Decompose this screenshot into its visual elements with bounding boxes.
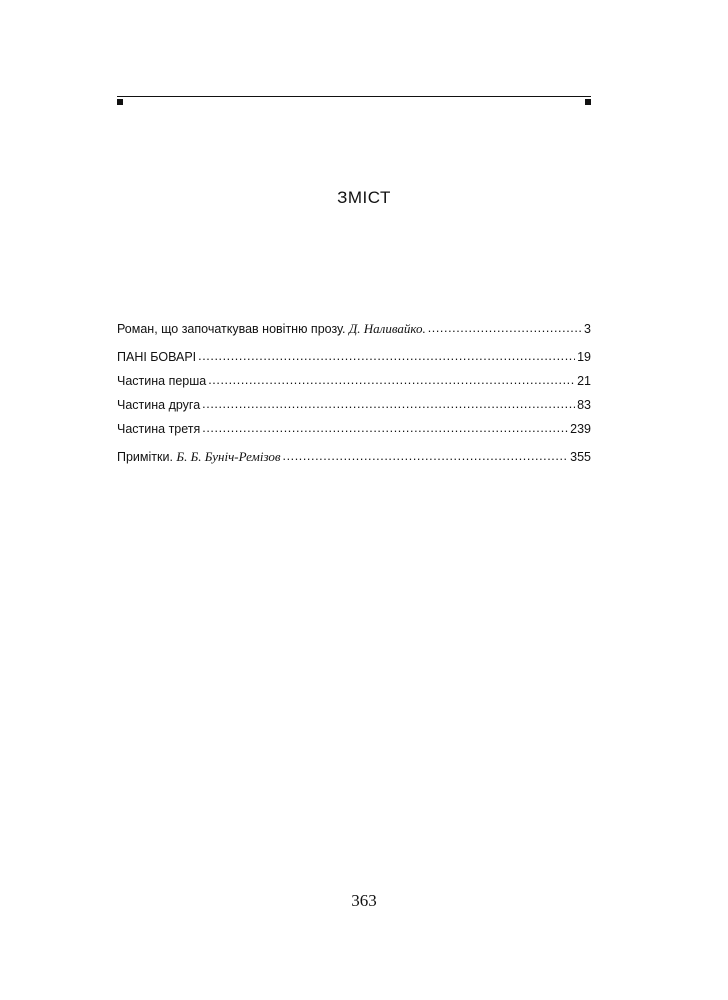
toc-entry-page: 355: [570, 449, 591, 464]
toc-entry-title: Частина третя: [117, 421, 201, 436]
toc-entry-author: Д. Наливайко.: [349, 320, 426, 336]
toc-entry-part-one[interactable]: [117, 372, 591, 390]
header-left-square-icon: [117, 99, 123, 105]
toc-entry-title: [117, 449, 281, 465]
toc-entry-title-text: Роман, що започаткував новітню прозу.: [117, 321, 349, 336]
toc-entry-part-two[interactable]: [117, 396, 591, 414]
toc-entry-author: Б. Б. Буніч-Ремізов: [176, 448, 281, 464]
toc-entry-title: ПАНІ БОВАРІ: [117, 349, 197, 364]
toc-entry-page: 239: [570, 421, 591, 436]
table-of-contents: [117, 320, 591, 466]
toc-entry-title: Частина перша: [117, 373, 207, 388]
toc-dot-leader: [283, 448, 569, 461]
toc-entry-page: 19: [577, 349, 591, 364]
toc-dot-leader: [428, 320, 582, 333]
toc-dot-leader: [202, 420, 568, 433]
toc-entry-page: 3: [584, 321, 591, 336]
toc-dot-leader: [202, 396, 575, 409]
page-title: ЗМІСТ: [337, 188, 391, 207]
header-rule: [117, 96, 591, 97]
toc-dot-leader: [208, 372, 575, 385]
toc-entry-page: 83: [577, 397, 591, 412]
toc-dot-leader: [198, 348, 575, 361]
toc-entry-part-three[interactable]: [117, 420, 591, 438]
page-number: 363: [351, 891, 377, 910]
header-right-square-icon: [585, 99, 591, 105]
toc-entry-madame-bovary[interactable]: [117, 348, 591, 366]
toc-entry-notes[interactable]: [117, 448, 591, 466]
toc-entry-title: Частина друга: [117, 397, 201, 412]
toc-entry-title-text: Примітки.: [117, 449, 177, 464]
toc-entry-preface[interactable]: [117, 320, 591, 338]
toc-entry-title: [117, 321, 426, 337]
toc-entry-page: 21: [577, 373, 591, 388]
